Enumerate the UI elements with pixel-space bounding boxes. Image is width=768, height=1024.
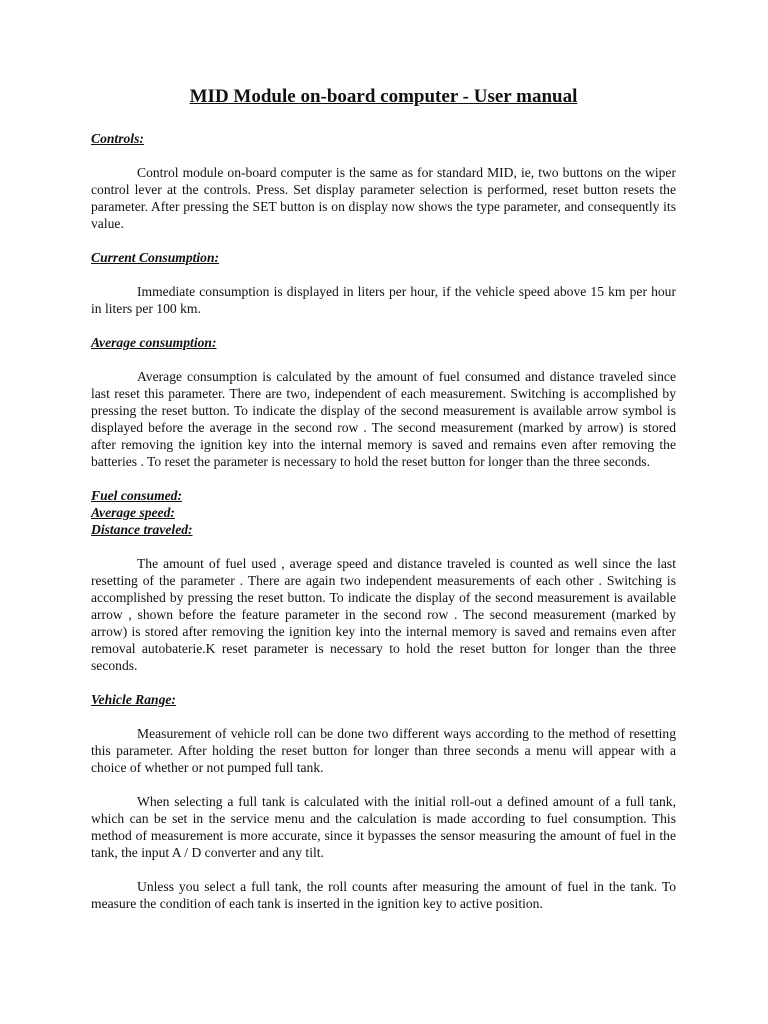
vehicle-range-paragraph-3: Unless you select a full tank, the roll counts after measuring the amount of fuel in the tank. To measure the condition of each tank is inserted in the ignition key to active position. — [91, 879, 676, 911]
section-heading-average-speed: Average speed: — [91, 505, 175, 520]
document-title: MID Module on-board computer - User manual — [189, 86, 578, 107]
section-heading-average-consumption: Average consumption: — [91, 335, 217, 350]
average-consumption-paragraph: Average consumption is calculated by the amount of fuel consumed and distance traveled since last reset this parameter. There are two, independent of each measurement. Switching is accomplished by pressing the reset button. To indicate the display of the second measurement is available arrow symbol is displayed before the average in the second row . The second measurement (marked by arrow) is stored after removing the ignition key into the internal memory is saved and remains even after removing the batteries . To reset the parameter is necessary to hold the reset button for longer than the three seconds. — [91, 369, 676, 469]
current-consumption-paragraph: Immediate consumption is displayed in liters per hour, if the vehicle speed above 15 km per hour in liters per 100 km. — [91, 284, 676, 316]
section-heading-fuel-consumed: Fuel consumed: — [91, 488, 183, 503]
vehicle-range-paragraph-1: Measurement of vehicle roll can be done two different ways according to the method of resetting this parameter. After holding the reset button for longer than three seconds a menu will appear with a choice of whether or not pumped full tank. — [91, 726, 676, 775]
controls-paragraph: Control module on-board computer is the same as for standard MID, ie, two buttons on the wiper control lever at the controls. Press. Set display parameter selection is performed, reset button resets the parameter. After pressing the SET button is on display now shows the type parameter, and consequently its value. — [91, 165, 676, 231]
vehicle-range-paragraph-2: When selecting a full tank is calculated with the initial roll-out a defined amount of a full tank, which can be set in the service menu and the calculation is made according to fuel consumption. This method of measurement is more accurate, since it bypasses the sensor measuring the amount of fuel in the tank, the input A / D converter and any tilt. — [91, 794, 676, 860]
fuel-speed-distance-paragraph: The amount of fuel used , average speed and distance traveled is counted as well since the last resetting of the parameter . There are again two independent measurements of each other . Switching is accomplished by pressing the reset button. To indicate the display of the second measurement is available arrow , shown before the feature parameter in the second row . The second measurement (marked by arrow) is stored after removing the ignition key into the internal memory is saved and remains even after removal autobaterie.K reset parameter is necessary to hold the reset button for longer than the three seconds. — [91, 556, 676, 673]
section-heading-controls: Controls: — [91, 131, 144, 146]
section-heading-current-consumption: Current Consumption: — [91, 250, 220, 265]
section-heading-distance-traveled: Distance traveled: — [91, 522, 193, 537]
section-heading-vehicle-range: Vehicle Range: — [91, 692, 176, 707]
